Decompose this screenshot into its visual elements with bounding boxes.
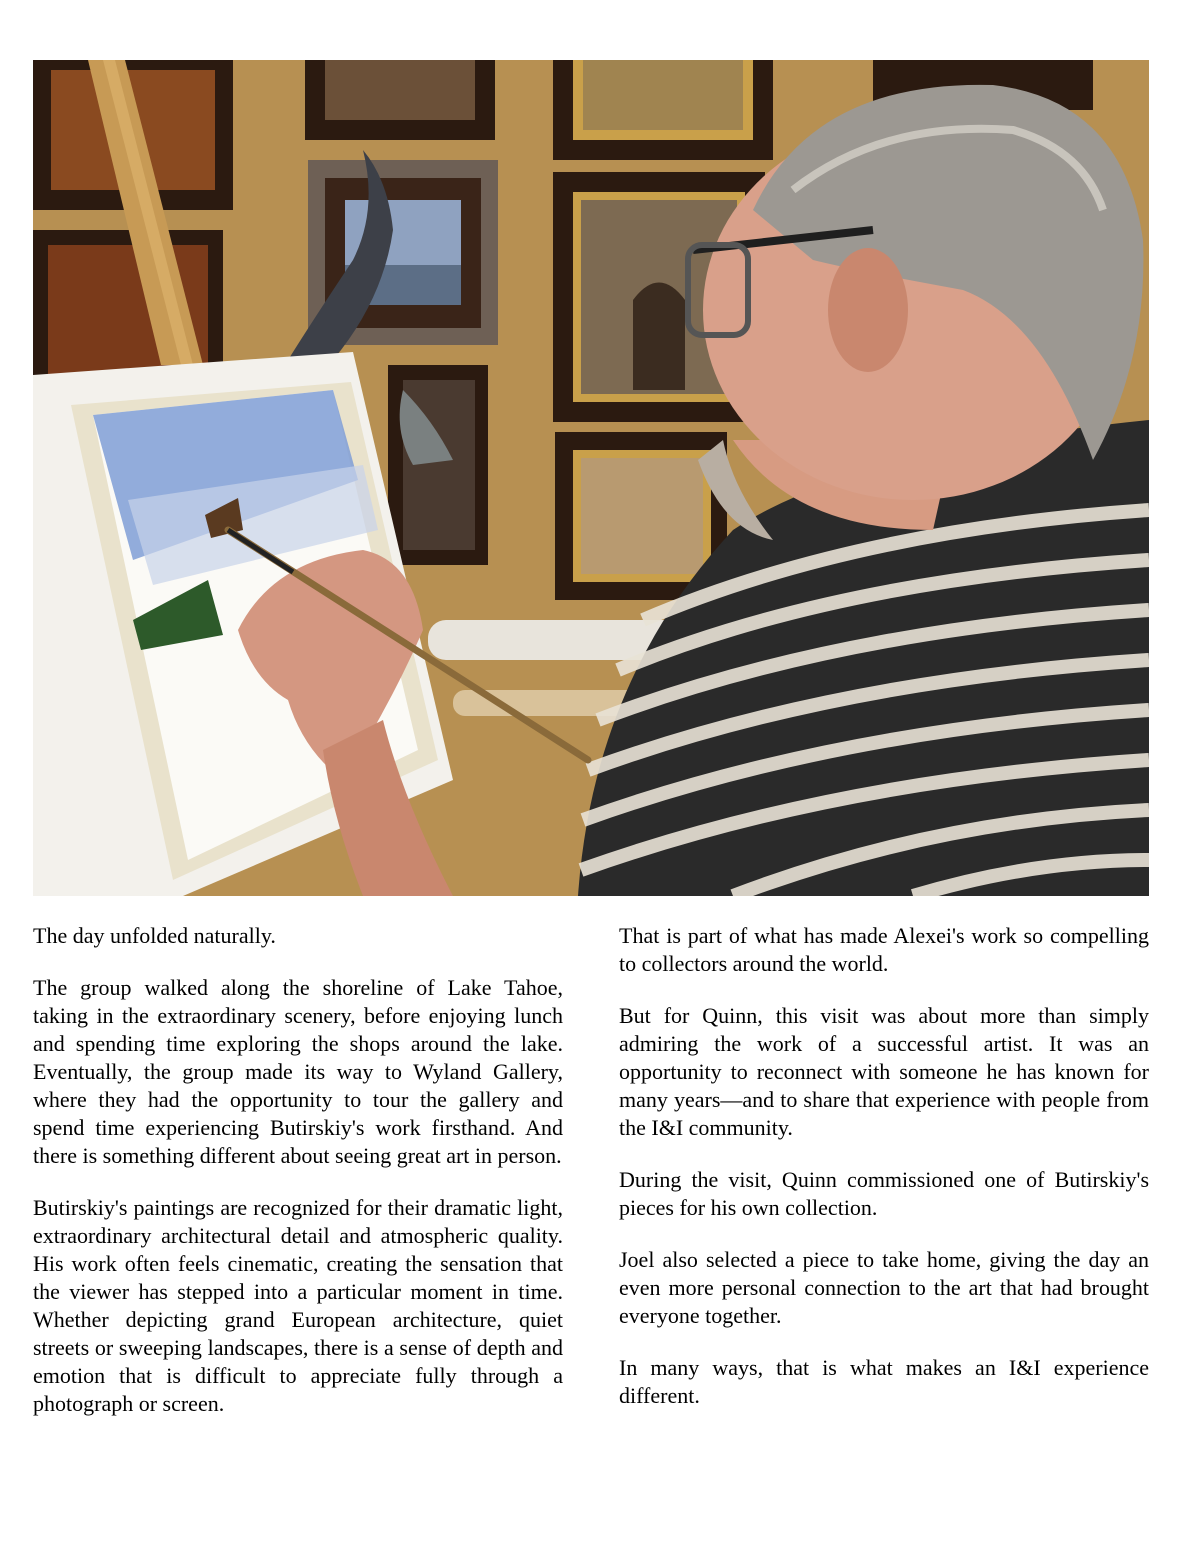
paragraph: Butirskiy's paintings are recognized for their dramatic light, extraordinary architectural detail and atmospheric quality. His work often feels cinematic, creating the sensation that the viewer has stepped into a particular moment in time. Whether depicting grand European architecture, quiet streets or sweeping landscapes, there is a sense of depth and emotion that is difficult to appreciate fully through a photograph or screen.	[33, 1195, 563, 1416]
right-column	[619, 922, 1149, 1434]
photo-illustration	[33, 60, 1149, 896]
framed-painting	[305, 60, 495, 140]
paragraph: During the visit, Quinn commissioned one of Butirskiy's pieces for his own collection.	[619, 1167, 1149, 1220]
paragraph: That is part of what has made Alexei's work so compelling to collectors around the world.	[619, 923, 1149, 976]
paragraph: The day unfolded naturally.	[33, 923, 276, 948]
artist-painting-photo	[33, 60, 1149, 896]
paragraph: But for Quinn, this visit was about more than simply admiring the work of a successful artist. It was an opportunity to reconnect with someone he has known for many years—and to share that experience with people from the I&I community.	[619, 1003, 1149, 1140]
framed-painting	[553, 60, 773, 160]
paragraph: Joel also selected a piece to take home, giving the day an even more personal connection to the art that had brought everyone together.	[619, 1247, 1149, 1328]
paragraph: The group walked along the shoreline of Lake Tahoe, taking in the extraordinary scenery, before enjoying lunch and spending time exploring the shops around the lake. Eventually, the group made its way to Wyland Gallery, where they had the opportunity to tour the gallery and spend time experiencing Butirskiy's work firsthand. And there is something different about seeing great art in person.	[33, 975, 563, 1168]
left-column	[33, 922, 563, 1442]
paragraph: In many ways, that is what makes an I&I experience different.	[619, 1355, 1149, 1408]
